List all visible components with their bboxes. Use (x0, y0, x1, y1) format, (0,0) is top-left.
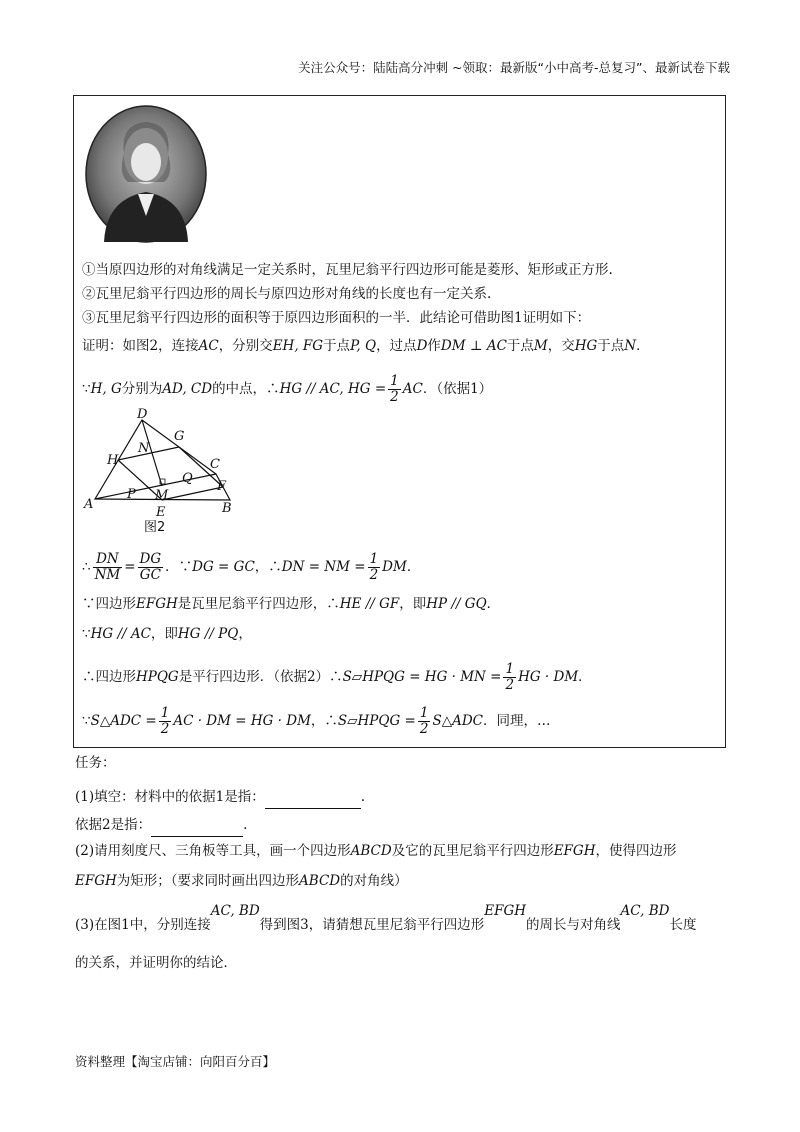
label-H: H (107, 453, 119, 468)
label-G: G (174, 429, 185, 444)
page-footer: 资料整理【淘宝店铺：向阳百分百】 (75, 1054, 276, 1069)
label-Q: Q (182, 471, 193, 486)
label-A: A (84, 497, 94, 512)
label-C: C (210, 457, 220, 472)
portrait-image (84, 104, 208, 244)
material-box (73, 95, 726, 748)
task-2-line: (2)请用刻度尺、三角板等工具，画一个四边形ABCD及它的瓦里尼翁平行四边形EFGH，使得四边形 (75, 843, 677, 859)
figure-caption: 图2 (144, 520, 166, 533)
proof-line-5: ∵HG // AC，即HG // PQ， (82, 626, 252, 642)
answer-blank-2[interactable] (151, 814, 243, 837)
label-E: E (156, 505, 166, 520)
label-M: M (155, 488, 169, 503)
task-1-line: (1)填空：材料中的依据1是指： . (75, 786, 365, 809)
material-line-2: ②瓦里尼翁平行四边形的周长与原四边形对角线的长度也有一定关系. (82, 286, 492, 302)
proof-line-7: ∵S△ADC = $\frac{1}{2}$ AC · DM = HG · DM，∴S▱HPQG = $\frac{1}{2}$ S△ADC．同理，… (82, 705, 551, 737)
figure-2 (82, 408, 242, 533)
task-1-line-2: 依据2是指： . (75, 814, 247, 837)
material-line-1: ①当原四边形的对角线满足一定关系时，瓦里尼翁平行四边形可能是菱形、矩形或正方形. (82, 262, 613, 278)
page-header: 关注公众号：陆陆高分冲刺 ~领取：最新版“小中高考-总复习”、最新试卷下载 (298, 60, 730, 75)
fraction-half: $\frac{1}{2}$ (390, 373, 399, 405)
proof-line-1: 证明：如图2，连接AC，分别交EH, FG于点P, Q，过点D作DM ⊥ AC于点M，交HG于点N． (82, 338, 650, 354)
task-3-line: (3)在图1中，分别连接AC, BD得到图3，请猜想瓦里尼翁平行四边形EFGH的周长与对角线AC, BD长度 (75, 903, 697, 933)
answer-blank-1[interactable] (265, 786, 361, 809)
proof-line-2: ∵H, G分别为AD, CD的中点，∴HG // AC, HG = $\frac{1}{2}$ AC．（依据1） (82, 373, 493, 405)
task-3-line-2: 的关系，并证明你的结论． (75, 955, 237, 971)
label-D: D (137, 408, 148, 422)
task-title: 任务： (75, 755, 116, 771)
label-B: B (222, 501, 232, 516)
proof-line-3: ∴ $\frac{DN}{NM}$ = $\frac{DG}{GC}$ ．∵DG = GC，∴DN = NM = $\frac{1}{2}$ DM． (82, 551, 421, 583)
label-F: F (217, 479, 227, 494)
task-2-line-2: EFGH为矩形；（要求同时画出四边形ABCD的对角线） (75, 873, 408, 889)
proof-line-6: ∴四边形HPQG是平行四边形．（依据2）∴S▱HPQG = HG · MN = $\frac{1}{2}$ HG · DM． (82, 661, 592, 693)
proof-line-4: ∵四边形EFGH是瓦里尼翁平行四边形，∴HE // GF，即HP // GQ． (82, 596, 501, 612)
label-P: P (127, 487, 136, 502)
material-line-3: ③瓦里尼翁平行四边形的面积等于原四边形面积的一半．此结论可借助图1证明如下： (82, 310, 591, 326)
label-N: N (138, 441, 150, 456)
